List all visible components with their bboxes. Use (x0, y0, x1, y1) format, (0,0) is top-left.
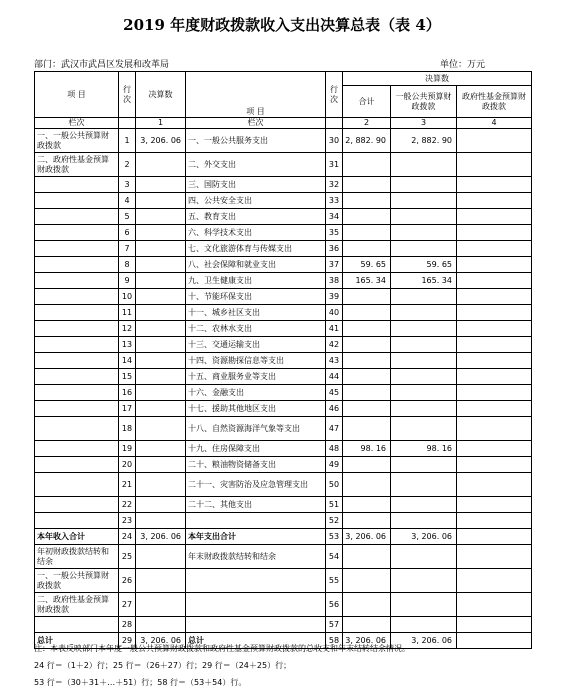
income-amount (136, 441, 186, 457)
expense-item: 十七、援助其他地区支出 (186, 401, 326, 417)
income-row-no: 7 (119, 241, 136, 257)
income-amount (136, 321, 186, 337)
general-budget-amount (391, 153, 457, 177)
gov-fund-amount (457, 257, 532, 273)
department-label: 部门：武汉市武昌区发展和改革局 (34, 60, 170, 70)
income-row-no: 17 (119, 401, 136, 417)
expense-row-no: 42 (326, 337, 343, 353)
expense-row-no: 58 (326, 633, 343, 649)
header-income-item: 项 目 (35, 72, 119, 118)
income-row-no: 9 (119, 273, 136, 289)
income-item (35, 369, 119, 385)
total-amount (343, 385, 391, 401)
expense-row-no: 57 (326, 617, 343, 633)
expense-row-no: 37 (326, 257, 343, 273)
general-budget-amount: 59. 65 (391, 257, 457, 273)
gov-fund-amount (457, 417, 532, 441)
table-row (35, 617, 532, 633)
expense-row-no: 43 (326, 353, 343, 369)
income-amount (136, 337, 186, 353)
income-row-no: 14 (119, 353, 136, 369)
expense-item: 十二、农林水支出 (186, 321, 326, 337)
gov-fund-amount (457, 273, 532, 289)
general-budget-amount (391, 401, 457, 417)
gov-fund-amount (457, 497, 532, 513)
general-budget-amount (391, 457, 457, 473)
income-amount (136, 225, 186, 241)
expense-item: 总计 (186, 633, 326, 649)
income-item (35, 353, 119, 369)
general-budget-amount (391, 337, 457, 353)
total-amount (343, 153, 391, 177)
expense-row-no: 33 (326, 193, 343, 209)
income-row-no: 25 (119, 545, 136, 569)
table-row (35, 193, 532, 209)
income-amount (136, 241, 186, 257)
table-row (35, 441, 532, 457)
general-budget-amount (391, 473, 457, 497)
expense-row-no: 54 (326, 545, 343, 569)
general-budget-amount (391, 305, 457, 321)
income-amount (136, 305, 186, 321)
expense-row-no: 51 (326, 497, 343, 513)
income-amount (136, 385, 186, 401)
income-row-no: 6 (119, 225, 136, 241)
expense-row-no: 38 (326, 273, 343, 289)
expense-item: 十五、商业服务业等支出 (186, 369, 326, 385)
total-amount: 2, 882. 90 (343, 129, 391, 153)
expense-item: 一、一般公共服务支出 (186, 129, 326, 153)
total-amount (343, 225, 391, 241)
expense-item: 十、节能环保支出 (186, 289, 326, 305)
total-amount (343, 401, 391, 417)
total-amount (343, 569, 391, 593)
income-item (35, 321, 119, 337)
table-row (35, 457, 532, 473)
income-item (35, 289, 119, 305)
expense-item: 十三、交通运输支出 (186, 337, 326, 353)
expense-item: 年末财政拨款结转和结余 (186, 545, 326, 569)
expense-row-no: 31 (326, 153, 343, 177)
total-amount (343, 473, 391, 497)
income-item (35, 225, 119, 241)
income-item (35, 193, 119, 209)
income-amount (136, 513, 186, 529)
income-item (35, 241, 119, 257)
header-row-no-2: 行次 (326, 72, 343, 118)
table-row (35, 241, 532, 257)
income-amount (136, 353, 186, 369)
general-budget-amount (391, 617, 457, 633)
total-amount (343, 617, 391, 633)
expense-item: 三、国防支出 (186, 177, 326, 193)
expense-row-no: 47 (326, 417, 343, 441)
expense-item: 二十二、其他支出 (186, 497, 326, 513)
gov-fund-amount (457, 457, 532, 473)
income-row-no: 11 (119, 305, 136, 321)
income-amount (136, 153, 186, 177)
total-amount: 3, 206. 06 (343, 633, 391, 649)
income-amount (136, 369, 186, 385)
income-amount (136, 273, 186, 289)
income-row-no: 8 (119, 257, 136, 273)
table-row (35, 529, 532, 545)
total-amount (343, 193, 391, 209)
income-item (35, 497, 119, 513)
header-expense-item: 项 目 (186, 72, 326, 118)
total-amount (343, 545, 391, 569)
gov-fund-amount (457, 209, 532, 225)
income-item: 年初财政拨款结转和结余 (35, 545, 119, 569)
expense-item: 六、科学技术支出 (186, 225, 326, 241)
expense-row-no: 36 (326, 241, 343, 257)
gov-fund-amount (457, 593, 532, 617)
general-budget-amount (391, 369, 457, 385)
total-amount (343, 457, 391, 473)
income-row-no: 19 (119, 441, 136, 457)
income-row-no: 26 (119, 569, 136, 593)
expense-row-no: 55 (326, 569, 343, 593)
general-budget-amount (391, 193, 457, 209)
general-budget-amount (391, 497, 457, 513)
total-amount (343, 305, 391, 321)
expense-row-no: 56 (326, 593, 343, 617)
gov-fund-amount (457, 225, 532, 241)
gov-fund-amount (457, 569, 532, 593)
gov-fund-amount (457, 401, 532, 417)
general-budget-amount: 98. 16 (391, 441, 457, 457)
table-row (35, 513, 532, 529)
table-row (35, 353, 532, 369)
gov-fund-amount (457, 529, 532, 545)
col-3: 3 (391, 118, 457, 129)
expense-item: 二十一、灾害防治及应急管理支出 (186, 473, 326, 497)
expense-item: 十九、住房保障支出 (186, 441, 326, 457)
income-row-no: 12 (119, 321, 136, 337)
expense-row-no: 32 (326, 177, 343, 193)
col-2: 2 (343, 118, 391, 129)
table-row (35, 545, 532, 569)
expense-item: 二、外交支出 (186, 153, 326, 177)
general-budget-amount (391, 177, 457, 193)
table-row (35, 401, 532, 417)
general-budget-amount (391, 241, 457, 257)
general-budget-amount (391, 385, 457, 401)
unit-label: 单位：万元 (440, 60, 486, 70)
table-row (35, 153, 532, 177)
income-amount (136, 401, 186, 417)
gov-fund-amount (457, 353, 532, 369)
note-line: 53 行＝（30＋31＋…＋51）行；58 行＝（53＋54）行。 (34, 678, 247, 687)
total-amount: 98. 16 (343, 441, 391, 457)
income-row-no: 1 (119, 129, 136, 153)
gov-fund-amount (457, 369, 532, 385)
gov-fund-amount (457, 473, 532, 497)
expense-row-no: 40 (326, 305, 343, 321)
expense-item: 九、卫生健康支出 (186, 273, 326, 289)
income-row-no: 23 (119, 513, 136, 529)
general-budget-amount: 2, 882. 90 (391, 129, 457, 153)
general-budget-amount (391, 545, 457, 569)
income-item: 一、一般公共预算财政拨款 (35, 129, 119, 153)
income-amount (136, 457, 186, 473)
total-amount: 165. 34 (343, 273, 391, 289)
income-amount (136, 569, 186, 593)
table-row (35, 257, 532, 273)
income-row-no: 15 (119, 369, 136, 385)
income-amount (136, 209, 186, 225)
income-row-no: 21 (119, 473, 136, 497)
expense-item (186, 569, 326, 593)
income-item (35, 337, 119, 353)
table-row (35, 385, 532, 401)
expense-row-no: 34 (326, 209, 343, 225)
notes (34, 640, 554, 691)
gov-fund-amount (457, 241, 532, 257)
table-row (35, 273, 532, 289)
note-line: 24 行＝（1＋2）行；25 行＝（26＋27）行；29 行＝（24＋25）行； (34, 661, 292, 670)
table-row (35, 225, 532, 241)
income-row-no: 24 (119, 529, 136, 545)
general-budget-amount: 3, 206. 06 (391, 633, 457, 649)
expense-row-no: 44 (326, 369, 343, 385)
expense-row-no: 46 (326, 401, 343, 417)
gov-fund-amount (457, 385, 532, 401)
income-item (35, 617, 119, 633)
gov-fund-amount (457, 177, 532, 193)
income-item: 一、一般公共预算财政拨款 (35, 569, 119, 593)
header-row-no: 行次 (119, 72, 136, 118)
income-item (35, 457, 119, 473)
expense-item: 二十、粮油物资储备支出 (186, 457, 326, 473)
income-amount: 3, 206. 06 (136, 633, 186, 649)
gov-fund-amount (457, 545, 532, 569)
total-amount (343, 497, 391, 513)
income-amount: 3, 206. 06 (136, 529, 186, 545)
expense-row-no: 30 (326, 129, 343, 153)
gov-fund-amount (457, 305, 532, 321)
total-amount (343, 513, 391, 529)
table-row (35, 321, 532, 337)
income-item (35, 401, 119, 417)
income-item (35, 441, 119, 457)
header-total: 合计 (343, 86, 391, 118)
income-amount (136, 289, 186, 305)
income-row-no: 5 (119, 209, 136, 225)
income-amount (136, 177, 186, 193)
table-row (35, 289, 532, 305)
total-amount (343, 353, 391, 369)
general-budget-amount (391, 513, 457, 529)
expense-item: 十六、金融支出 (186, 385, 326, 401)
general-budget-amount: 165. 34 (391, 273, 457, 289)
income-amount (136, 497, 186, 513)
income-amount: 3, 206. 06 (136, 129, 186, 153)
income-item: 本年收入合计 (35, 529, 119, 545)
expense-item: 四、公共安全支出 (186, 193, 326, 209)
income-item (35, 385, 119, 401)
expense-item: 十四、资源勘探信息等支出 (186, 353, 326, 369)
income-item (35, 177, 119, 193)
expense-row-no: 50 (326, 473, 343, 497)
general-budget-amount (391, 289, 457, 305)
table-row (35, 305, 532, 321)
gov-fund-amount (457, 289, 532, 305)
col-label-2: 栏次 (186, 118, 326, 129)
expense-item (186, 513, 326, 529)
header-gov-fund: 政府性基金预算财政拨款 (457, 86, 532, 118)
expense-item: 八、社会保障和就业支出 (186, 257, 326, 273)
table-row (35, 593, 532, 617)
gov-fund-amount (457, 129, 532, 153)
income-item (35, 513, 119, 529)
table-row (35, 473, 532, 497)
col-label: 栏次 (35, 118, 119, 129)
gov-fund-amount (457, 337, 532, 353)
header-final-amount-group: 决算数 (343, 72, 532, 86)
expense-row-no: 53 (326, 529, 343, 545)
gov-fund-amount (457, 321, 532, 337)
col-label-blank-2 (326, 118, 343, 129)
table-row (35, 209, 532, 225)
general-budget-amount (391, 353, 457, 369)
total-amount (343, 417, 391, 441)
income-amount (136, 257, 186, 273)
total-amount: 59. 65 (343, 257, 391, 273)
income-row-no: 16 (119, 385, 136, 401)
income-row-no: 18 (119, 417, 136, 441)
general-budget-amount (391, 569, 457, 593)
income-item: 二、政府性基金预算财政拨款 (35, 153, 119, 177)
expense-item (186, 617, 326, 633)
income-row-no: 3 (119, 177, 136, 193)
report-title: 2019 年度财政拨款收入支出决算总表（表 4） (123, 16, 441, 34)
expense-item: 十八、自然资源海洋气象等支出 (186, 417, 326, 441)
total-amount (343, 177, 391, 193)
general-budget-amount (391, 417, 457, 441)
note-line: 注：本表反映部门本年度一般公共预算财政拨款和政府性基金预算财政拨款的总收支和年末结转结余情况。 (34, 644, 410, 653)
general-budget-amount: 3, 206. 06 (391, 529, 457, 545)
expense-item: 五、教育支出 (186, 209, 326, 225)
income-row-no: 27 (119, 593, 136, 617)
income-amount (136, 417, 186, 441)
table-row (35, 177, 532, 193)
income-item (35, 473, 119, 497)
expense-item: 十一、城乡社区支出 (186, 305, 326, 321)
table-row (35, 129, 532, 153)
income-amount (136, 473, 186, 497)
gov-fund-amount (457, 617, 532, 633)
header-general-budget: 一般公共预算财政拨款 (391, 86, 457, 118)
income-row-no: 2 (119, 153, 136, 177)
table-row (35, 569, 532, 593)
gov-fund-amount (457, 153, 532, 177)
income-amount (136, 617, 186, 633)
income-item (35, 417, 119, 441)
col-4: 4 (457, 118, 532, 129)
total-amount (343, 241, 391, 257)
expense-item (186, 593, 326, 617)
income-amount (136, 545, 186, 569)
total-amount (343, 209, 391, 225)
expense-row-no: 35 (326, 225, 343, 241)
total-amount (343, 337, 391, 353)
expense-row-no: 49 (326, 457, 343, 473)
col-label-blank (119, 118, 136, 129)
budget-summary-table (34, 71, 532, 649)
income-item (35, 273, 119, 289)
income-item: 二、政府性基金预算财政拨款 (35, 593, 119, 617)
expense-row-no: 45 (326, 385, 343, 401)
income-row-no: 22 (119, 497, 136, 513)
general-budget-amount (391, 321, 457, 337)
income-row-no: 29 (119, 633, 136, 649)
general-budget-amount (391, 209, 457, 225)
expense-row-no: 48 (326, 441, 343, 457)
expense-row-no: 52 (326, 513, 343, 529)
income-item (35, 209, 119, 225)
total-amount (343, 369, 391, 385)
table-row (35, 369, 532, 385)
header-final-amount: 决算数 (136, 72, 186, 118)
income-row-no: 10 (119, 289, 136, 305)
total-amount: 3, 206. 06 (343, 529, 391, 545)
table-row (35, 417, 532, 441)
income-amount (136, 593, 186, 617)
expense-row-no: 39 (326, 289, 343, 305)
col-1: 1 (136, 118, 186, 129)
total-amount (343, 289, 391, 305)
income-row-no: 13 (119, 337, 136, 353)
expense-row-no: 41 (326, 321, 343, 337)
gov-fund-amount (457, 441, 532, 457)
general-budget-amount (391, 225, 457, 241)
income-row-no: 4 (119, 193, 136, 209)
table-row (35, 337, 532, 353)
total-amount (343, 593, 391, 617)
general-budget-amount (391, 593, 457, 617)
expense-item: 本年支出合计 (186, 529, 326, 545)
income-item (35, 305, 119, 321)
income-row-no: 20 (119, 457, 136, 473)
gov-fund-amount (457, 513, 532, 529)
expense-item: 七、文化旅游体育与传媒支出 (186, 241, 326, 257)
table-row (35, 497, 532, 513)
income-item (35, 257, 119, 273)
total-amount (343, 321, 391, 337)
gov-fund-amount (457, 193, 532, 209)
income-row-no: 28 (119, 617, 136, 633)
income-amount (136, 193, 186, 209)
income-item: 总计 (35, 633, 119, 649)
